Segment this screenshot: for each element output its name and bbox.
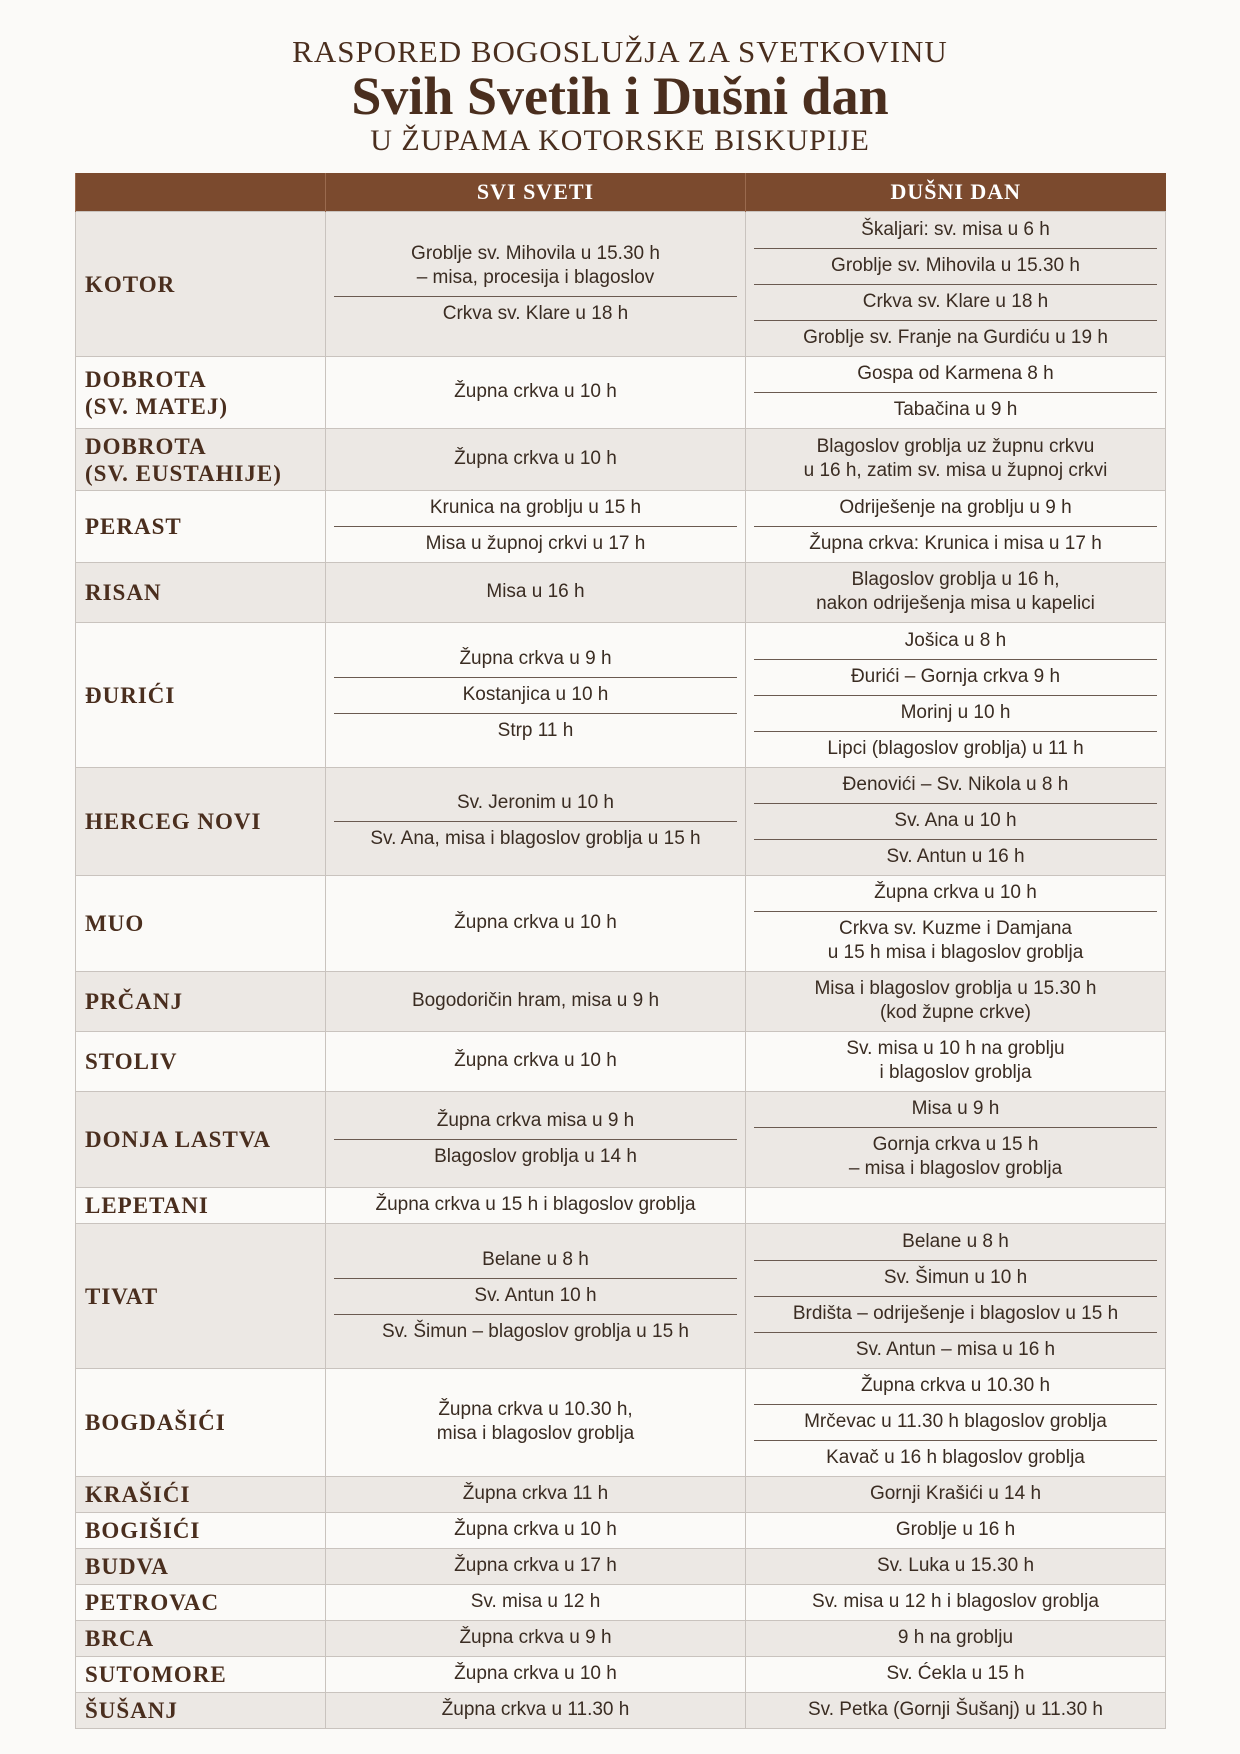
parish-name: [76, 1092, 326, 1188]
schedule-entry: Crkva sv. Kuzme i Damjana u 15 h misa i blagoslov groblja: [827, 918, 1084, 963]
parish-name-line: KOTOR: [85, 271, 176, 297]
svi-sveti-cell: [326, 357, 746, 429]
schedule-entry: Groblje sv. Mihovila u 15.30 h – misa, procesija i blagoslov: [334, 237, 737, 297]
schedule-entry: Župna crkva u 9 h: [334, 642, 737, 678]
schedule-entry: Groblje sv. Mihovila u 15.30 h: [754, 249, 1157, 285]
svi-sveti-cell: [326, 491, 746, 563]
table-row: [76, 1188, 1166, 1224]
schedule-entry: Brdišta – odriješenje i blagoslov u 15 h: [754, 1297, 1157, 1333]
table-row: [76, 1621, 1166, 1657]
title-line-2: Svih Svetih i Dušni dan: [351, 66, 889, 126]
schedule-entry: Župna crkva u 10 h: [454, 1519, 617, 1540]
svi-sveti-cell: [326, 623, 746, 768]
schedule-entry: Groblje sv. Franje na Gurdiću u 19 h: [803, 326, 1108, 348]
schedule-entry: Lipci (blagoslov groblja) u 11 h: [827, 737, 1084, 759]
table-row: [76, 876, 1166, 972]
parish-name: [76, 1657, 326, 1693]
dusni-dan-cell: [746, 972, 1166, 1032]
parish-name: [76, 972, 326, 1032]
svi-sveti-cell: [326, 1513, 746, 1549]
schedule-entry: Groblje u 16 h: [895, 1519, 1016, 1540]
parish-name: [76, 491, 326, 563]
svi-sveti-cell: [326, 1188, 746, 1224]
table-row: [76, 357, 1166, 429]
dusni-dan-cell: [746, 1549, 1166, 1585]
schedule-entry: Župna crkva 11 h: [462, 1483, 609, 1504]
schedule-entry: Tabačina u 9 h: [893, 399, 1018, 420]
dusni-dan-cell: [746, 1369, 1166, 1477]
parish-name-line: LEPETANI: [85, 1193, 209, 1218]
svi-sveti-cell: [326, 972, 746, 1032]
parish-name: [76, 1621, 326, 1657]
schedule-entry: Sv. Antun 10 h: [334, 1279, 737, 1315]
parish-name-line: SUTOMORE: [85, 1662, 227, 1687]
schedule-entry: Župna crkva u 10 h: [454, 448, 617, 469]
table-row: [76, 491, 1166, 563]
table-row: [76, 1549, 1166, 1585]
parish-name-line: STOLIV: [85, 1049, 178, 1074]
svi-sveti-cell: [326, 1369, 746, 1477]
dusni-dan-cell: [746, 1693, 1166, 1729]
parish-name: [76, 1513, 326, 1549]
svi-sveti-cell: [326, 1585, 746, 1621]
parish-name: [76, 1693, 326, 1729]
table-row: [76, 972, 1166, 1032]
schedule-entry: Župna crkva misa u 9 h: [334, 1104, 737, 1140]
schedule-entry: Blagoslov groblja u 14 h: [434, 1146, 637, 1167]
schedule-entry: Misa u 16 h: [486, 581, 585, 602]
dusni-dan-cell: [746, 491, 1166, 563]
header-svi-sveti: SVI SVETI: [326, 173, 746, 212]
dusni-dan-cell: [746, 1188, 1166, 1224]
schedule-entry: Jošica u 8 h: [754, 624, 1157, 660]
parish-name: [76, 1369, 326, 1477]
schedule-entry: Sv. Ana u 10 h: [754, 804, 1157, 840]
schedule-entry: Sv. Jeronim u 10 h: [334, 786, 737, 822]
svi-sveti-cell: [326, 1549, 746, 1585]
parish-name-line: ĐURIĆI: [85, 682, 176, 708]
table-row: [76, 768, 1166, 876]
dusni-dan-cell: [746, 1657, 1166, 1693]
parish-name-line: PERAST: [85, 514, 182, 539]
schedule-entry: Sv. Antun – misa u 16 h: [855, 1338, 1056, 1360]
schedule-entry: Crkva sv. Klare u 18 h: [754, 285, 1157, 321]
schedule-entry: Župna crkva u 10.30 h: [754, 1369, 1157, 1405]
schedule-entry: Blagoslov groblja uz župnu crkvu u 16 h, zatim sv. misa u župnoj crkvi: [803, 436, 1108, 481]
parish-name-line: HERCEG NOVI: [85, 809, 262, 834]
schedule-entry: Župna crkva u 10 h: [454, 1663, 617, 1684]
table-header-row: [76, 173, 1166, 212]
parish-name: [76, 876, 326, 972]
schedule-entry: Sv. Šimun u 10 h: [754, 1261, 1157, 1297]
header-dusni-dan: DUŠNI DAN: [746, 173, 1166, 212]
schedule-entry: Morinj u 10 h: [754, 696, 1157, 732]
dusni-dan-cell: [746, 1585, 1166, 1621]
schedule-entry: Sv. Ana, misa i blagoslov groblja u 15 h: [370, 828, 701, 849]
table-row: [76, 1369, 1166, 1477]
parish-name: [76, 623, 326, 768]
table-row: [76, 1092, 1166, 1188]
schedule-entry: Đenovići – Sv. Nikola u 8 h: [754, 768, 1157, 804]
parish-name-line: RISAN: [85, 580, 162, 605]
schedule-entry: Kavač u 16 h blagoslov groblja: [826, 1447, 1085, 1468]
dusni-dan-cell: [746, 1513, 1166, 1549]
dusni-dan-cell: [746, 1092, 1166, 1188]
dusni-dan-cell: [746, 1621, 1166, 1657]
table-row: [76, 1224, 1166, 1369]
title-line-1: RASPORED BOGOSLUŽJA ZA SVETKOVINU: [292, 34, 948, 69]
schedule-entry: Sv. Luka u 15.30 h: [876, 1555, 1035, 1576]
parish-name-line: TIVAT: [85, 1283, 159, 1309]
parish-name-line: DOBROTA: [85, 433, 207, 459]
schedule-entry: Strp 11 h: [497, 719, 574, 741]
parish-name: [76, 1224, 326, 1369]
table-row: [76, 1585, 1166, 1621]
schedule-entry: Gospa od Karmena 8 h: [754, 357, 1157, 393]
dusni-dan-cell: [746, 212, 1166, 357]
parish-name-line: PRČANJ: [85, 989, 183, 1014]
schedule-entry: Župna crkva u 11.30 h: [441, 1699, 630, 1720]
dusni-dan-cell: [746, 357, 1166, 429]
schedule-entry: 9 h na groblju: [897, 1627, 1014, 1648]
parish-name-line: ŠUŠANJ: [85, 1698, 178, 1723]
schedule-entry: Sv. misa u 10 h na groblju i blagoslov groblja: [846, 1038, 1065, 1083]
table-row: [76, 1657, 1166, 1693]
schedule-entry: Sv. misa u 12 h: [470, 1591, 601, 1612]
dusni-dan-cell: [746, 1224, 1166, 1369]
table-row: [76, 1693, 1166, 1729]
svi-sveti-cell: [326, 1092, 746, 1188]
schedule-entry: Župna crkva u 10 h: [454, 381, 617, 402]
schedule-entry: Crkva sv. Klare u 18 h: [442, 302, 629, 324]
table-row: [76, 1477, 1166, 1513]
table-row: [76, 563, 1166, 623]
schedule-entry: Župna crkva u 10 h: [454, 912, 617, 933]
parish-name: [76, 1032, 326, 1092]
parish-name: [76, 212, 326, 357]
dusni-dan-cell: [746, 876, 1166, 972]
dusni-dan-cell: [746, 1477, 1166, 1513]
schedule-entry: Krunica na groblju u 15 h: [334, 491, 737, 527]
schedule-entry: Župna crkva u 10 h: [454, 1050, 617, 1071]
schedule-entry: Župna crkva u 10 h: [754, 876, 1157, 912]
schedule-entry: Sv. Petka (Gornji Šušanj) u 11.30 h: [807, 1699, 1103, 1720]
schedule-entry: Župna crkva u 9 h: [459, 1627, 612, 1648]
schedule-entry: Sv. Ćekla u 15 h: [886, 1663, 1025, 1684]
dusni-dan-cell: [746, 429, 1166, 491]
schedule-entry: Đurići – Gornja crkva 9 h: [754, 660, 1157, 696]
svi-sveti-cell: [326, 563, 746, 623]
svi-sveti-cell: [326, 1477, 746, 1513]
table-row: [76, 429, 1166, 491]
schedule-entry: Misa u župnoj crkvi u 17 h: [425, 533, 646, 554]
schedule-entry: Sv. misa u 12 h i blagoslov groblja: [812, 1591, 1099, 1612]
schedule-entry: Bogodoričin hram, misa u 9 h: [411, 990, 660, 1011]
schedule-entry: Misa i blagoslov groblja u 15.30 h (kod župne crkve): [814, 978, 1097, 1023]
table-row: [76, 1032, 1166, 1092]
parish-name-line: KRAŠIĆI: [85, 1482, 191, 1507]
svi-sveti-cell: [326, 768, 746, 876]
parish-name: [76, 429, 326, 491]
svi-sveti-cell: [326, 1224, 746, 1369]
schedule-entry: Župna crkva u 15 h i blagoslov groblja: [375, 1194, 696, 1215]
parish-name-line: MUO: [85, 911, 145, 936]
svi-sveti-cell: [326, 429, 746, 491]
schedule-entry: Blagoslov groblja u 16 h, nakon odriješenja misa u kapelici: [816, 569, 1095, 614]
parish-name-line: BOGIŠIĆI: [85, 1518, 201, 1543]
svi-sveti-cell: [326, 212, 746, 357]
schedule-entry: Župna crkva u 10.30 h, misa i blagoslov groblja: [436, 1399, 635, 1444]
table-body: [76, 212, 1166, 1729]
schedule-entry: Gornja crkva u 15 h – misa i blagoslov groblja: [848, 1134, 1063, 1179]
schedule-entry: Belane u 8 h: [754, 1225, 1157, 1261]
dusni-dan-cell: [746, 623, 1166, 768]
schedule-entry: Misa u 9 h: [754, 1092, 1157, 1128]
parish-name-line: (SV. MATEJ): [85, 393, 229, 419]
table-row: [76, 623, 1166, 768]
parish-name-line: BUDVA: [85, 1554, 169, 1579]
schedule-entry: Škaljari: sv. misa u 6 h: [754, 213, 1157, 249]
dusni-dan-cell: [746, 563, 1166, 623]
schedule-entry: Sv. Antun u 16 h: [886, 846, 1025, 867]
svi-sveti-cell: [326, 1032, 746, 1092]
svi-sveti-cell: [326, 1657, 746, 1693]
parish-name: [76, 1477, 326, 1513]
dusni-dan-cell: [746, 768, 1166, 876]
header-place: [76, 173, 326, 212]
svi-sveti-cell: [326, 876, 746, 972]
parish-name: [76, 1188, 326, 1224]
parish-name: [76, 357, 326, 429]
parish-name-line: BOGDAŠIĆI: [85, 1410, 226, 1435]
schedule-entry: Sv. Šimun – blagoslov groblja u 15 h: [382, 1320, 689, 1342]
parish-name: [76, 1585, 326, 1621]
table-row: [76, 1513, 1166, 1549]
parish-name: [76, 1549, 326, 1585]
parish-name-line: (SV. EUSTAHIJE): [85, 460, 282, 486]
schedule-entry: Župna crkva: Krunica i misa u 17 h: [809, 533, 1102, 554]
schedule-entry: Mrčevac u 11.30 h blagoslov groblja: [754, 1405, 1157, 1441]
schedule-entry: Župna crkva u 17 h: [454, 1555, 617, 1576]
schedule-entry: Kostanjica u 10 h: [334, 678, 737, 714]
schedule-entry: Belane u 8 h: [334, 1243, 737, 1279]
table-row: [76, 212, 1166, 357]
parish-name-line: BRCA: [85, 1626, 155, 1651]
parish-name: [76, 563, 326, 623]
title-line-3: U ŽUPAMA KOTORSKE BISKUPIJE: [370, 124, 870, 157]
parish-name-line: DONJA LASTVA: [85, 1127, 272, 1152]
svi-sveti-cell: [326, 1621, 746, 1657]
svi-sveti-cell: [326, 1693, 746, 1729]
parish-name-line: PETROVAC: [85, 1590, 220, 1615]
parish-name-line: DOBROTA: [85, 366, 207, 392]
schedule-entry: Gornji Krašići u 14 h: [869, 1483, 1042, 1504]
schedule-entry: Odriješenje na groblju u 9 h: [754, 491, 1157, 527]
parish-name: [76, 768, 326, 876]
dusni-dan-cell: [746, 1032, 1166, 1092]
schedule-table: [75, 173, 1166, 1729]
